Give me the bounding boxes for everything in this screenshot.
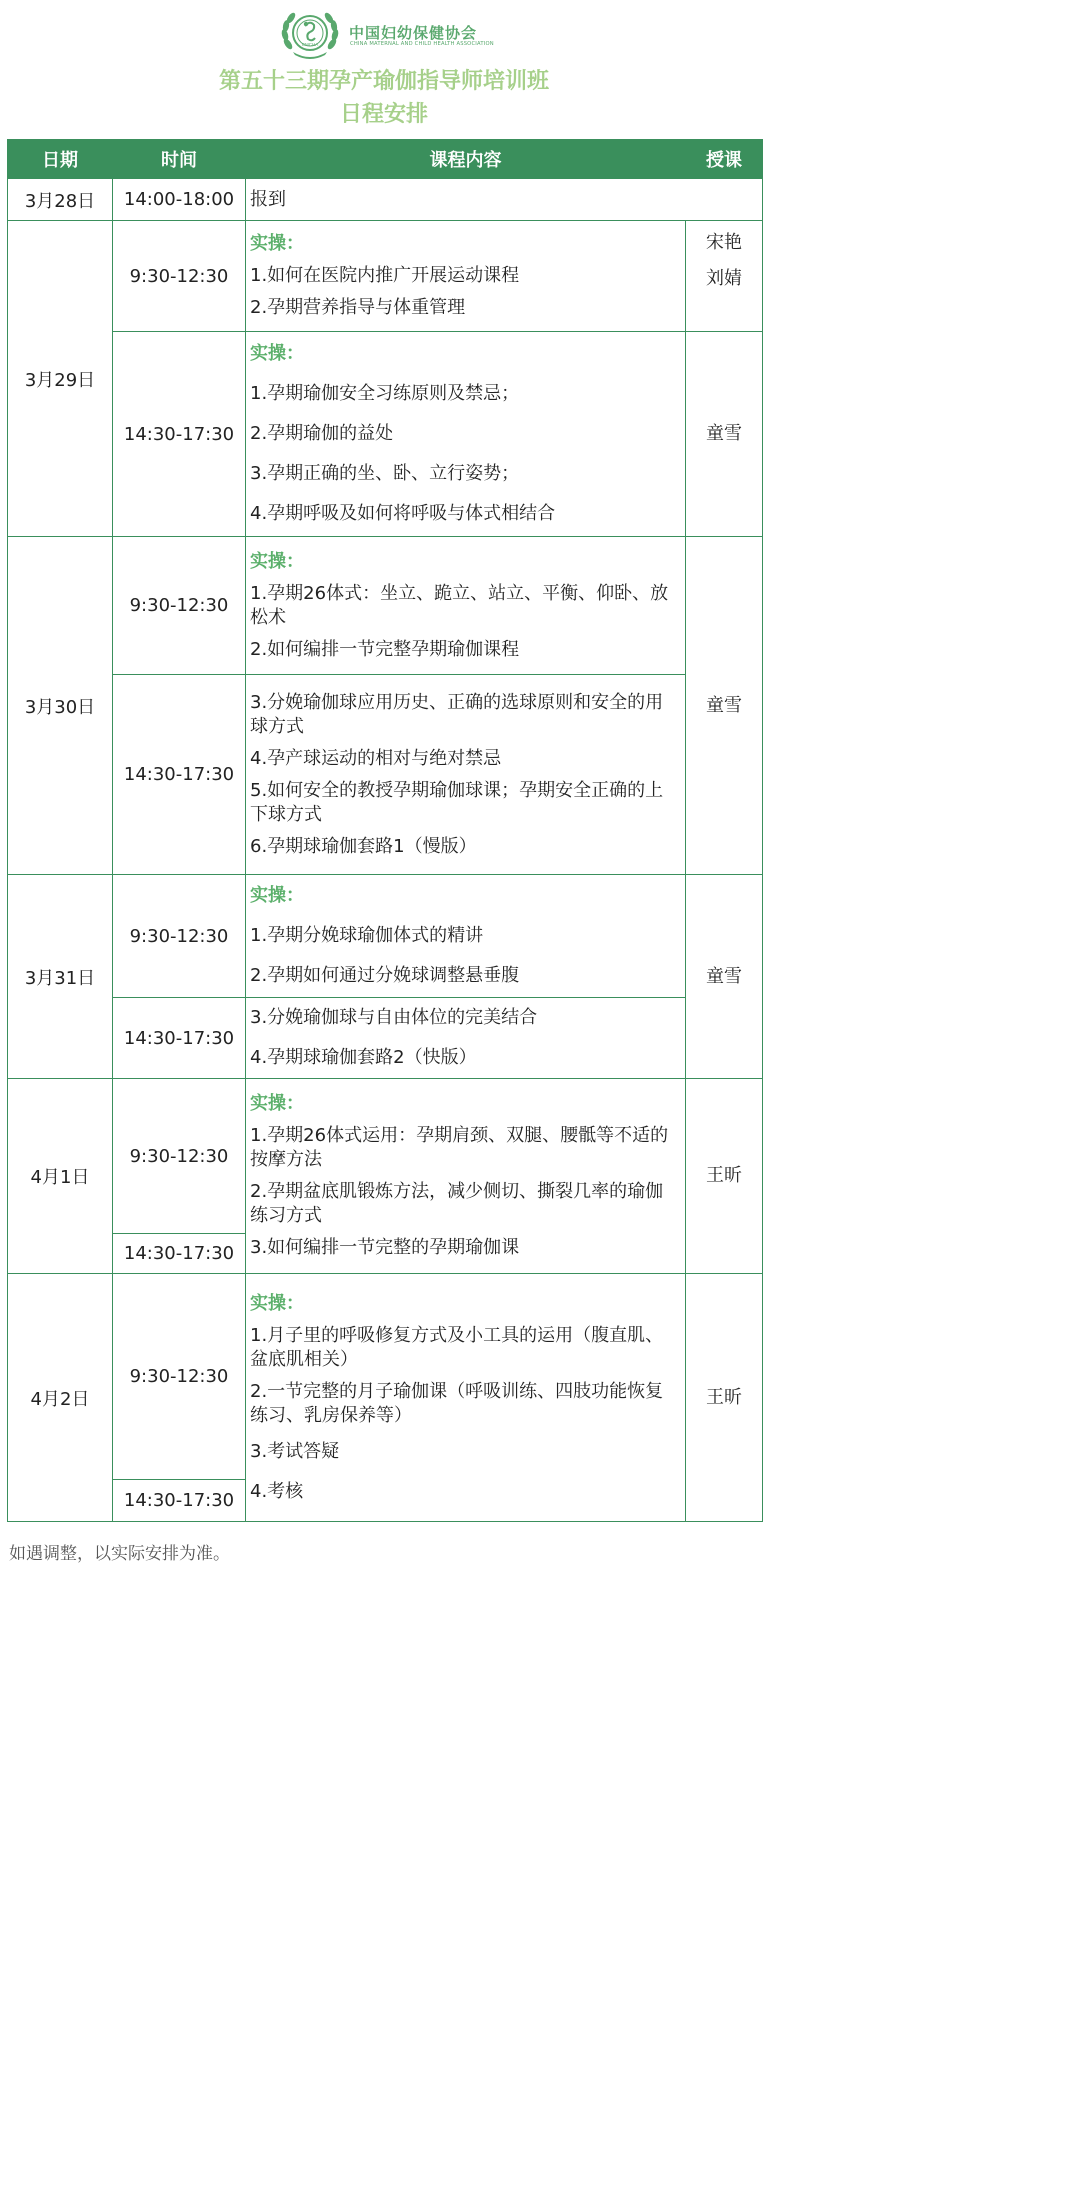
time-cell: 9:30-12:30 xyxy=(113,1079,246,1234)
content-cell xyxy=(246,1079,686,1274)
practice-label: 实操： xyxy=(250,1292,304,1314)
header-content: 课程内容 xyxy=(246,140,686,179)
time-cell: 9:30-12:30 xyxy=(113,537,246,675)
date-cell: 3月31日 xyxy=(8,875,113,1079)
content-line: 2.孕期如何通过分娩球调整悬垂腹 xyxy=(250,965,520,986)
teacher-cell xyxy=(686,221,763,332)
time-cell: 14:00-18:00 xyxy=(113,179,246,221)
content-line: 1.孕期瑜伽安全习练原则及禁忌； xyxy=(250,383,520,404)
content-line: 2.一节完整的月子瑜伽课（呼吸训练、四肢功能恢复练习、乳房保养等） xyxy=(250,1380,664,1426)
content-line: 1.孕期26体式：坐立、跪立、站立、平衡、仰卧、放松术 xyxy=(250,582,669,628)
schedule-table xyxy=(7,139,763,1522)
content-line: 2.孕期营养指导与体重管理 xyxy=(250,297,466,318)
date-cell: 3月28日 xyxy=(8,179,113,221)
content-cell xyxy=(246,537,686,675)
time-cell: 9:30-12:30 xyxy=(113,221,246,332)
table-header-row xyxy=(8,140,763,179)
teacher-cell: 童雪 xyxy=(686,537,763,875)
content-line: 3.如何编排一节完整的孕期瑜伽课 xyxy=(250,1237,520,1258)
table-row xyxy=(8,332,763,537)
table-row xyxy=(8,179,763,221)
table-row xyxy=(8,998,763,1079)
teacher-name: 宋艳 xyxy=(706,232,742,253)
content-line: 4.孕期球瑜伽套路2（快版） xyxy=(250,1047,477,1068)
date-cell: 3月30日 xyxy=(8,537,113,875)
teacher-cell: 童雪 xyxy=(686,875,763,1079)
practice-label: 实操： xyxy=(250,233,304,254)
content-line: 1.孕期26体式运用：孕期肩颈、双腿、腰骶等不适的按摩方法 xyxy=(250,1125,669,1170)
content-line: 3.考试答疑 xyxy=(250,1440,340,1462)
table-row xyxy=(8,875,763,998)
content-line: 4.孕期呼吸及如何将呼吸与体式相结合 xyxy=(250,503,556,524)
content-cell xyxy=(246,221,686,332)
time-cell: 9:30-12:30 xyxy=(113,875,246,998)
practice-label: 实操： xyxy=(250,885,304,906)
association-logo xyxy=(279,8,341,62)
logo-text: CMCHA xyxy=(301,42,319,47)
content-cell xyxy=(246,179,763,221)
practice-label: 实操： xyxy=(250,1093,304,1114)
page-title: 第五十三期孕产瑜伽指导师培训班 xyxy=(218,69,549,94)
teacher-cell: 童雪 xyxy=(686,332,763,537)
content-line: 3.分娩瑜伽球应用历史、正确的选球原则和安全的用球方式 xyxy=(250,691,664,737)
content-cell xyxy=(246,875,686,998)
table-row xyxy=(8,1079,763,1234)
date-cell: 4月2日 xyxy=(8,1274,113,1522)
content-line: 3.孕期正确的坐、卧、立行姿势； xyxy=(250,463,520,484)
content-line: 3.分娩瑜伽球与自由体位的完美结合 xyxy=(250,1007,538,1028)
org-name-en: CHINA MATERNAL AND CHILD HEALTH ASSOCIATION xyxy=(350,41,494,47)
time-cell: 9:30-12:30 xyxy=(113,1274,246,1480)
practice-label: 实操： xyxy=(250,550,304,572)
table-row xyxy=(8,537,763,675)
table-row xyxy=(8,1274,763,1480)
content-line: 2.孕期盆底肌锻炼方法，减少侧切、撕裂几率的瑜伽练习方式 xyxy=(250,1181,664,1226)
table-row xyxy=(8,221,763,332)
content-line: 1.如何在医院内推广开展运动课程 xyxy=(250,265,520,286)
time-cell: 14:30-17:30 xyxy=(113,1234,246,1274)
content-line: 5.如何安全的教授孕期瑜伽球课；孕期安全正确的上下球方式 xyxy=(250,779,664,825)
content-cell xyxy=(246,332,686,537)
date-cell: 3月29日 xyxy=(8,221,113,537)
header-time: 时间 xyxy=(113,140,246,179)
content-line: 4.考核 xyxy=(250,1480,304,1502)
content-line: 2.如何编排一节完整孕期瑜伽课程 xyxy=(250,638,520,660)
date-cell: 4月1日 xyxy=(8,1079,113,1274)
content-line: 报到 xyxy=(250,188,286,210)
teacher-cell: 王昕 xyxy=(686,1274,763,1522)
footnote: 如遇调整，以实际安排为准。 xyxy=(9,1544,230,1564)
content-line: 1.月子里的呼吸修复方式及小工具的运用（腹直肌、盆底肌相关） xyxy=(250,1324,664,1370)
content-cell xyxy=(246,1274,686,1522)
time-cell: 14:30-17:30 xyxy=(113,332,246,537)
teacher-name: 刘婧 xyxy=(706,268,742,289)
content-line: 1.孕期分娩球瑜伽体式的精讲 xyxy=(250,925,484,946)
content-line: 2.孕期瑜伽的益处 xyxy=(250,423,394,444)
table-row xyxy=(8,675,763,875)
content-line: 4.孕产球运动的相对与绝对禁忌 xyxy=(250,747,502,769)
teacher-cell: 王昕 xyxy=(686,1079,763,1274)
time-cell: 14:30-17:30 xyxy=(113,998,246,1079)
content-line: 6.孕期球瑜伽套路1（慢版） xyxy=(250,835,477,857)
page-subtitle: 日程安排 xyxy=(339,102,428,127)
practice-label: 实操： xyxy=(250,343,304,364)
org-name-cn: 中国妇幼保健协会 xyxy=(349,24,478,42)
content-cell xyxy=(246,998,686,1079)
time-cell: 14:30-17:30 xyxy=(113,1480,246,1522)
header-teacher: 授课 xyxy=(686,140,763,179)
time-cell: 14:30-17:30 xyxy=(113,675,246,875)
header-date: 日期 xyxy=(8,140,113,179)
content-cell xyxy=(246,675,686,875)
